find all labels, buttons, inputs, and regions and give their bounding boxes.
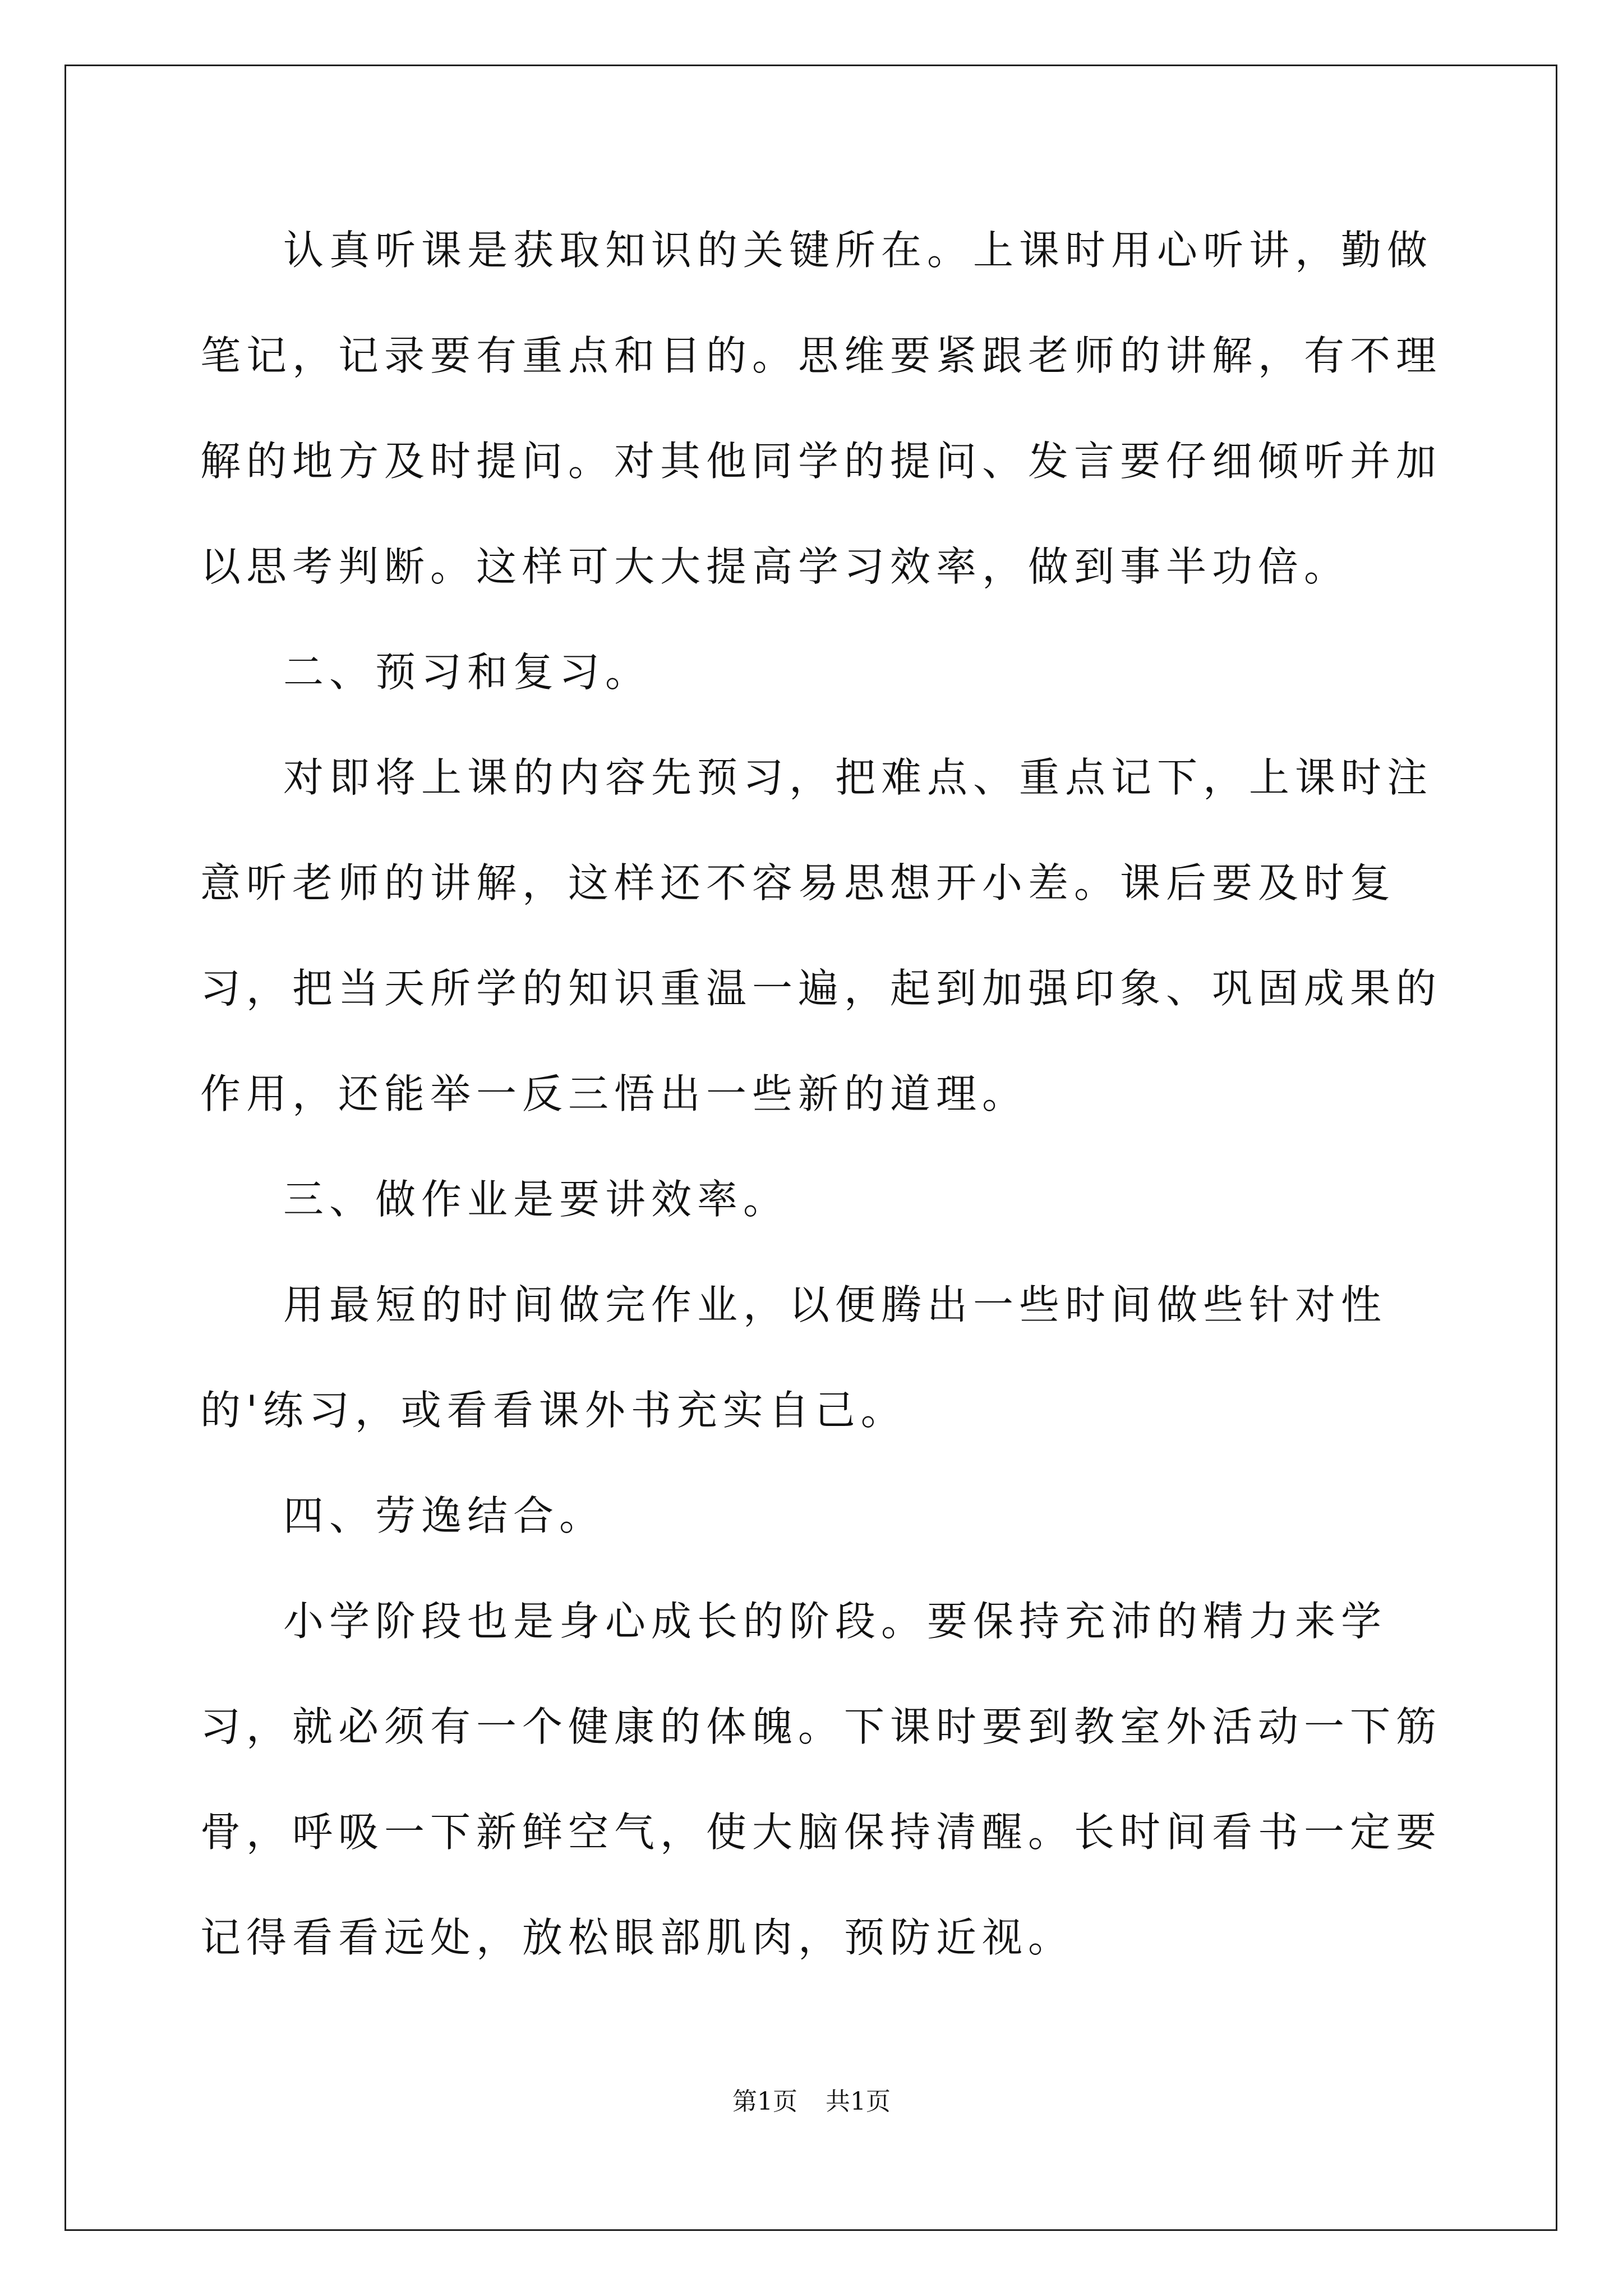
page-footer [0,2081,1623,2117]
heading-work-rest-balance: 四、劳逸结合。 [283,1492,606,1539]
paragraph-listening: 认真听课是获取知识的关键所在。上课时用心听讲，勤做笔记，记录要有重点和目的。思维要紧跟老师的讲解，有不理解的地方及时提问。对其他同学的提问、发言要仔细倾听并加以思考判断。这样可大大提高学习效率，做到事半功倍。 [200,227,1442,590]
paragraph-preview-review: 对即将上课的内容先预习，把难点、重点记下，上课时注意听老师的讲解，这样还不容易思想开小差。课后要及时复习，把当天所学的知识重温一遍，起到加强印象、巩固成果的作用，还能举一反三悟出一些新的道理。 [200,754,1442,1117]
paragraph-homework-efficiency: 用最短的时间做完作业，以便腾出一些时间做些针对性的'练习，或看看课外书充实自己。 [200,1281,1387,1434]
document-body [200,197,1456,1990]
page-total: 共1页 [826,2087,891,2116]
heading-homework-efficiency: 三、做作业是要讲效率。 [283,1176,790,1223]
heading-preview-review: 二、预习和复习。 [283,648,652,696]
paragraph-work-rest-balance: 小学阶段也是身心成长的阶段。要保持充沛的精力来学习，就必须有一个健康的体魄。下课时要到教室外活动一下筋骨，呼吸一下新鲜空气，使大脑保持清醒。长时间看书一定要记得看看远处，放松眼部肌肉，预防近视。 [200,1598,1442,1961]
page-number: 第1页 [732,2087,797,2116]
